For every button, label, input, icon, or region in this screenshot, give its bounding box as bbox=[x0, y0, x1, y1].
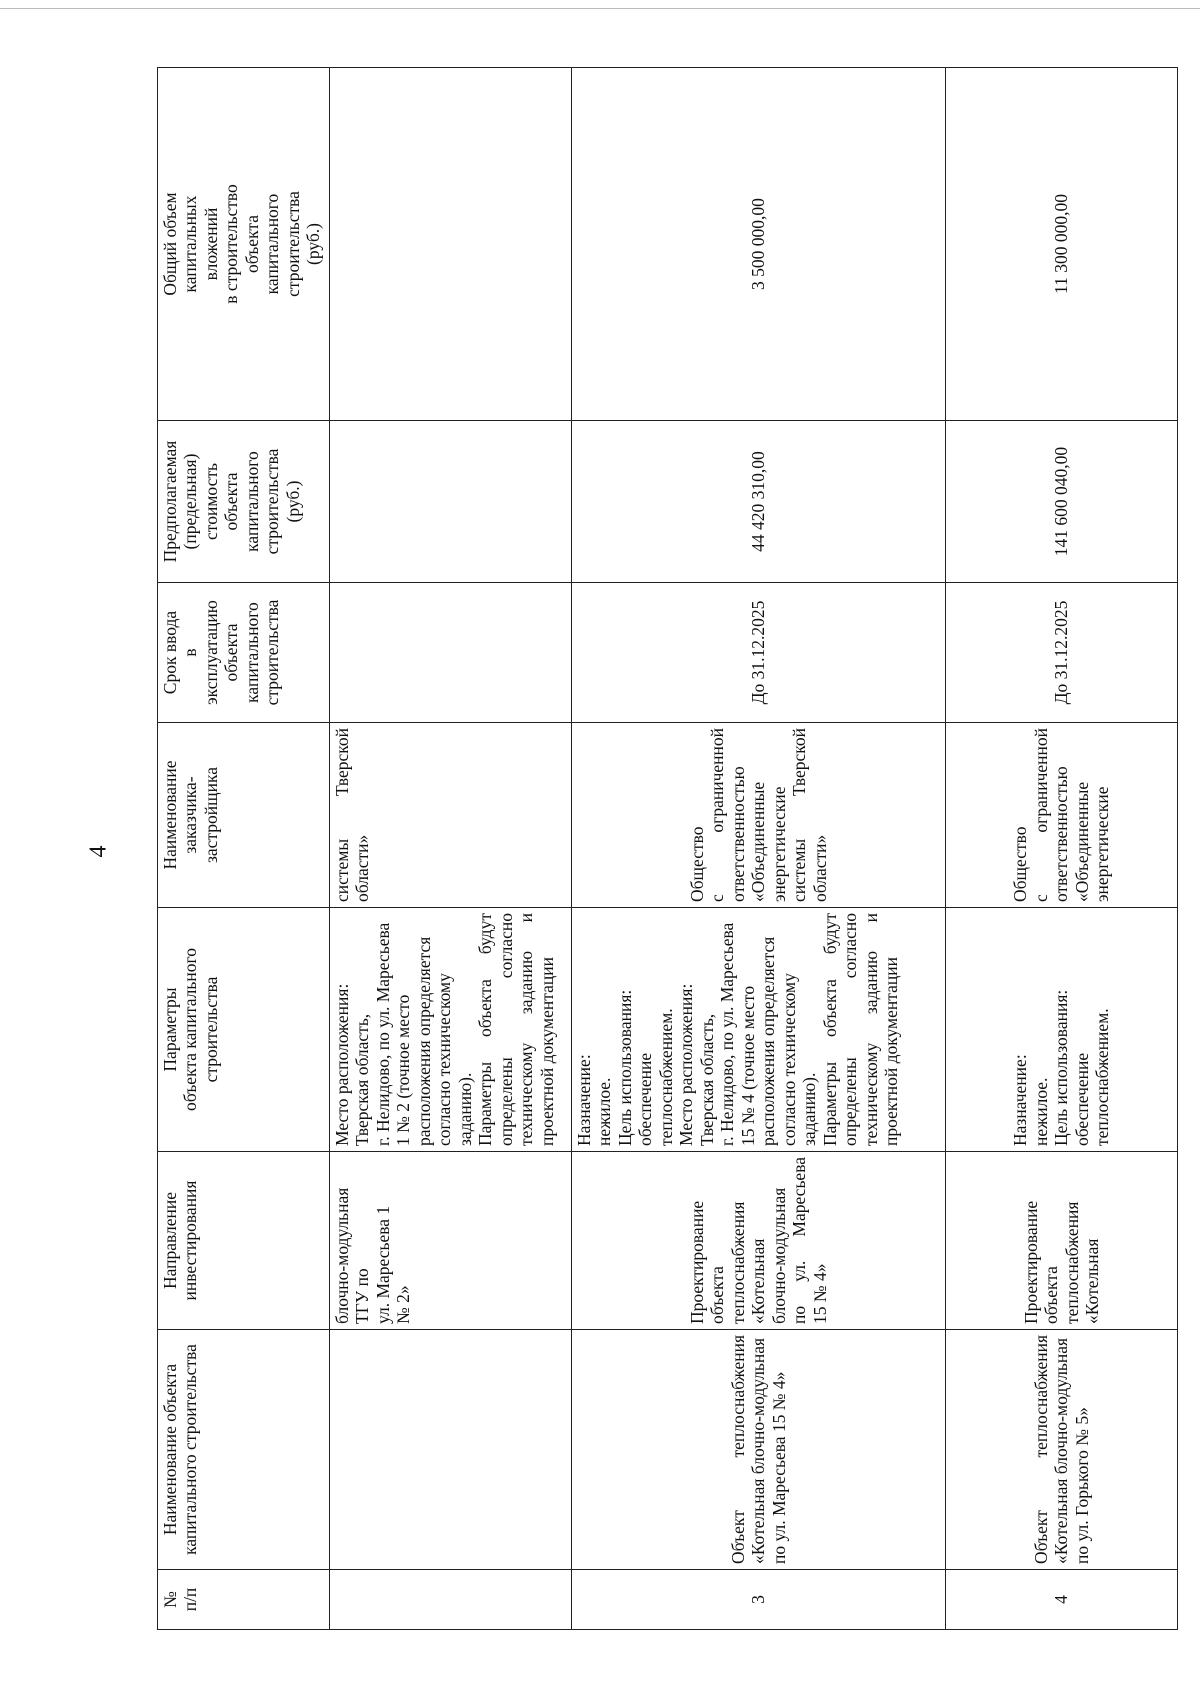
cell-text-line: Место расположения: bbox=[676, 983, 697, 1146]
cell-text-line: строительства bbox=[282, 191, 303, 297]
header-row bbox=[158, 68, 330, 1630]
cell-text-line: инвестирования bbox=[180, 1180, 201, 1301]
header-customer bbox=[158, 723, 330, 908]
cell-text-line: Тверская область, bbox=[696, 1013, 717, 1146]
cell-text-line: капитального bbox=[241, 602, 262, 703]
cell-text-line: г. Нелидово, по ул. Маресьева bbox=[717, 922, 738, 1146]
cell-text-line: капитальных bbox=[180, 195, 201, 293]
cell-text-line: по ул. Маресьева 15 № 4» bbox=[768, 1371, 789, 1564]
capital-construction-table bbox=[157, 67, 1178, 1630]
cell-text-line: теплоснабжением. bbox=[655, 1008, 676, 1146]
customer-name bbox=[946, 723, 1178, 908]
cell-text-line: застройщика bbox=[200, 766, 221, 864]
cell-text-line: ответственностью bbox=[727, 766, 748, 902]
cell-text-line: блочно-модульная bbox=[332, 1187, 352, 1324]
investment-direction bbox=[946, 1152, 1178, 1330]
cell-text-line: стоимость bbox=[200, 463, 221, 540]
object-parameters bbox=[572, 908, 946, 1152]
object-name bbox=[330, 1330, 572, 1570]
object-parameters bbox=[330, 908, 572, 1152]
cell-text-line: капитального строительства bbox=[180, 1344, 201, 1555]
table-row bbox=[572, 68, 946, 1630]
table-row bbox=[330, 68, 572, 1630]
cell-text-line: «Объединенные bbox=[1071, 781, 1092, 902]
cell-text-line: вложений bbox=[200, 207, 221, 281]
cell-text-line: Тверская область, bbox=[352, 1013, 373, 1146]
row-num bbox=[330, 1570, 572, 1630]
header-num bbox=[158, 1570, 330, 1630]
cell-text-line: области» bbox=[352, 834, 373, 902]
rotated-table-wrapper bbox=[157, 68, 1177, 1630]
cell-text-line: строительства bbox=[262, 599, 283, 706]
cell-text-line: Общество bbox=[686, 826, 707, 902]
cell-text-line: Параметры объекта будут bbox=[819, 913, 840, 1146]
cell-text-line: нежилое. bbox=[594, 1077, 615, 1146]
cell-text-line: с ограниченной bbox=[1030, 728, 1051, 902]
cell-text-line: Назначение: bbox=[574, 1054, 594, 1146]
cell-text-line: Проектирование bbox=[1020, 1200, 1041, 1324]
cell-text-line: 1 № 2 (точное место bbox=[393, 994, 414, 1146]
cell-text-line: Параметры объекта будут bbox=[475, 913, 496, 1146]
cell-text-line: Общий объем bbox=[160, 192, 180, 296]
cell-text-line: системы Тверской bbox=[332, 728, 352, 902]
estimated-cost: 44 420 310,00 bbox=[572, 421, 946, 583]
cell-text-line: согласно техническому bbox=[434, 973, 455, 1146]
cell-text-line: Общество bbox=[1010, 826, 1031, 902]
row-num: 4 bbox=[946, 1570, 1178, 1630]
cell-text-line: «Котельная bbox=[748, 1238, 769, 1324]
cell-text-line: теплоснабжением. bbox=[1092, 1008, 1113, 1146]
estimated-cost: 141 600 040,00 bbox=[946, 421, 1178, 583]
cell-text-line: техническому заданию и bbox=[516, 913, 537, 1146]
cell-text-line: объекта bbox=[221, 623, 242, 682]
cell-text-line: Предполагаемая bbox=[160, 440, 180, 563]
cell-text-line: строительства bbox=[262, 448, 283, 555]
total-investment bbox=[330, 68, 572, 421]
cell-text-line: 15 № 4» bbox=[809, 1263, 830, 1324]
cell-text-line: ответственностью bbox=[1051, 766, 1072, 902]
header-direction bbox=[158, 1152, 330, 1330]
cell-text-line: (руб.) bbox=[303, 223, 324, 265]
object-name bbox=[572, 1330, 946, 1570]
cell-text-line: капитального bbox=[262, 193, 283, 295]
cell-text-line: объекта bbox=[221, 472, 242, 531]
cell-text-line: с ограниченной bbox=[707, 728, 728, 902]
header-params bbox=[158, 908, 330, 1152]
row-num: 3 bbox=[572, 1570, 946, 1630]
cell-text-line: Объект теплоснабжения bbox=[727, 1335, 748, 1564]
cell-text-line: «Котельная блочно-модульная bbox=[748, 1337, 769, 1564]
cell-text-line: ТГУ по bbox=[352, 1268, 373, 1324]
total-investment: 3 500 000,00 bbox=[572, 68, 946, 421]
cell-text-line: в bbox=[180, 648, 201, 657]
cell-text-line: Наименование bbox=[160, 760, 180, 870]
cell-text-line: заказчика- bbox=[180, 776, 201, 854]
cell-text-line: Цель использования: bbox=[614, 989, 635, 1146]
cell-text-line: согласно техническому bbox=[778, 973, 799, 1146]
cell-text-line: № 2» bbox=[393, 1285, 414, 1324]
cell-text-line: ул. Маресьева 1 bbox=[372, 1205, 393, 1324]
cell-text-line: расположения определяется bbox=[413, 936, 434, 1146]
cell-text-line: определены согласно bbox=[840, 913, 861, 1146]
cell-text-line: теплоснабжения bbox=[727, 1201, 748, 1324]
cell-text-line: энергетические bbox=[1092, 786, 1113, 902]
cell-text-line: № bbox=[160, 1591, 180, 1608]
header-total bbox=[158, 68, 330, 421]
cell-text-line: энергетические bbox=[768, 786, 789, 902]
customer-name bbox=[572, 723, 946, 908]
cell-text-line: Назначение: bbox=[1010, 1054, 1031, 1146]
cell-text-line: «Котельная блочно-модульная bbox=[1051, 1337, 1072, 1564]
cell-text-line: Срок ввода bbox=[160, 610, 180, 695]
cell-text-line: Место расположения: bbox=[332, 983, 352, 1146]
customer-name bbox=[330, 723, 572, 908]
object-parameters bbox=[946, 908, 1178, 1152]
estimated-cost bbox=[330, 421, 572, 583]
commissioning-term: До 31.12.2025 bbox=[572, 583, 946, 723]
cell-text-line: Наименование объекта bbox=[160, 1363, 180, 1536]
cell-text-line: проектной документации bbox=[881, 957, 902, 1146]
cell-text-line: определены согласно bbox=[495, 913, 516, 1146]
cell-text-line: по ул. Маресьева bbox=[789, 1157, 810, 1324]
cell-text-line: в строительство bbox=[221, 184, 242, 304]
cell-text-line: строительства bbox=[200, 976, 221, 1083]
cell-text-line: капитального bbox=[241, 451, 262, 552]
cell-text-line: «Объединенные bbox=[748, 781, 769, 902]
cell-text-line: эксплуатацию bbox=[200, 600, 221, 705]
commissioning-term: До 31.12.2025 bbox=[946, 583, 1178, 723]
cell-text-line: п/п bbox=[180, 1587, 201, 1612]
table-row bbox=[946, 68, 1178, 1630]
object-name bbox=[946, 1330, 1178, 1570]
cell-text-line: теплоснабжения bbox=[1061, 1201, 1082, 1324]
investment-direction bbox=[572, 1152, 946, 1330]
commissioning-term bbox=[330, 583, 572, 723]
scan-edge-line bbox=[0, 8, 1200, 9]
cell-text-line: объекта капитального bbox=[180, 948, 201, 1111]
cell-text-line: по ул. Горького № 5» bbox=[1071, 1407, 1092, 1564]
cell-text-line: обеспечение bbox=[1071, 1052, 1092, 1146]
cell-text-line: Направление bbox=[160, 1191, 180, 1290]
cell-text-line: (предельная) bbox=[180, 453, 201, 550]
cell-text-line: объекта bbox=[707, 1266, 728, 1324]
cell-text-line: техническому заданию и bbox=[860, 913, 881, 1146]
cell-text-line: обеспечение bbox=[635, 1052, 656, 1146]
cell-text-line: 15 № 4 (точное место bbox=[737, 985, 758, 1146]
cell-text-line: системы Тверской bbox=[789, 728, 810, 902]
cell-text-line: (руб.) bbox=[282, 480, 303, 523]
cell-text-line: области» bbox=[809, 834, 830, 902]
cell-text-line: проектной документации bbox=[536, 957, 557, 1146]
cell-text-line: Объект теплоснабжения bbox=[1030, 1335, 1051, 1564]
header-cost bbox=[158, 421, 330, 583]
cell-text-line: объекта bbox=[1041, 1266, 1062, 1324]
investment-direction bbox=[330, 1152, 572, 1330]
cell-text-line: «Котельная bbox=[1081, 1238, 1102, 1324]
header-name bbox=[158, 1330, 330, 1570]
cell-text-line: Проектирование bbox=[686, 1200, 707, 1324]
cell-text-line: объекта bbox=[241, 215, 262, 273]
page-number: 4 bbox=[85, 845, 112, 858]
cell-text-line: нежилое. bbox=[1030, 1077, 1051, 1146]
cell-text-line: расположения определяется bbox=[758, 936, 779, 1146]
header-term bbox=[158, 583, 330, 723]
cell-text-line: Параметры bbox=[160, 987, 180, 1072]
cell-text-line: Цель использования: bbox=[1051, 989, 1072, 1146]
cell-text-line: заданию). bbox=[799, 1072, 820, 1146]
cell-text-line: заданию). bbox=[454, 1072, 475, 1146]
cell-text-line: блочно-модульная bbox=[768, 1187, 789, 1324]
total-investment: 11 300 000,00 bbox=[946, 68, 1178, 421]
cell-text-line: г. Нелидово, по ул. Маресьева bbox=[372, 922, 393, 1146]
